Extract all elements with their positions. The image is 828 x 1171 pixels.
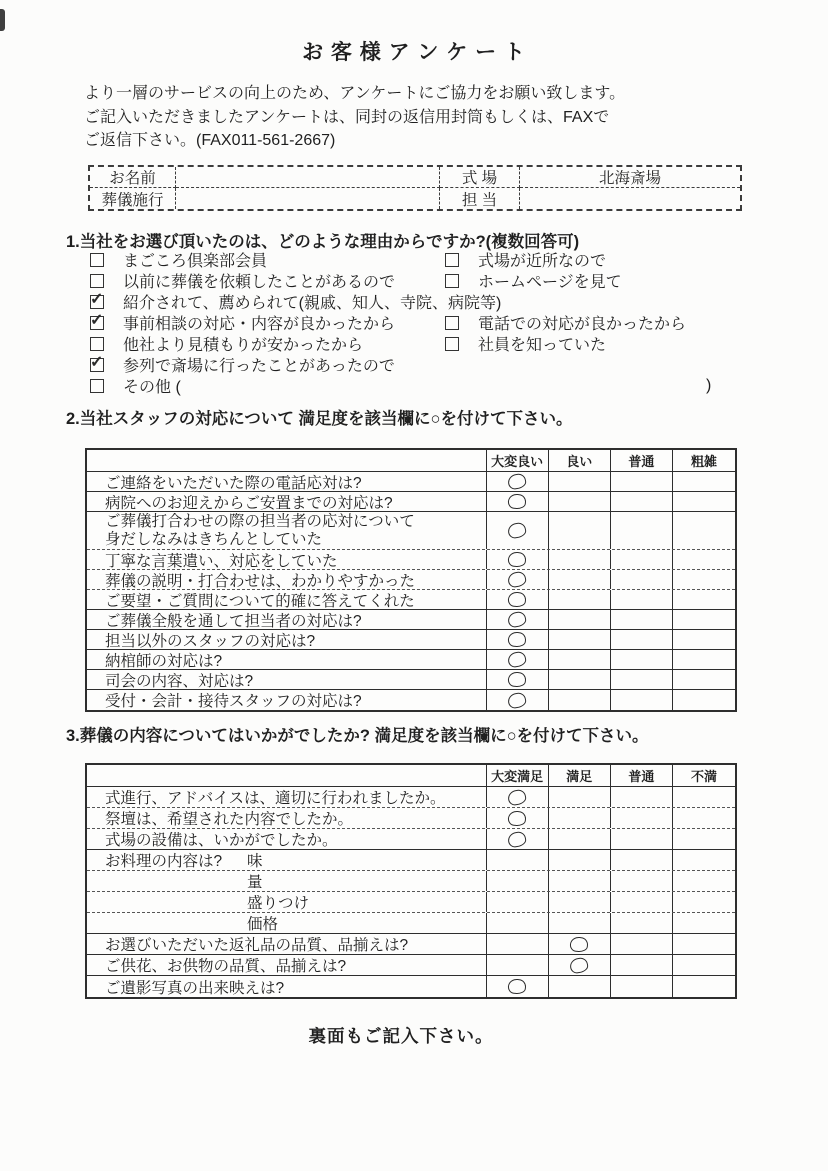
q3-col-header: 大変満足 (487, 765, 549, 786)
q1-option (90, 333, 363, 354)
answer-cell[interactable] (673, 955, 735, 975)
answer-cell[interactable] (611, 670, 673, 689)
q2-row (87, 650, 735, 670)
answer-cell[interactable] (673, 829, 735, 849)
answer-cell[interactable] (487, 850, 549, 870)
answer-cell[interactable] (611, 590, 673, 609)
satisfaction-circle-mark (507, 788, 527, 806)
answer-cell[interactable] (611, 976, 673, 997)
name-field[interactable] (176, 167, 440, 188)
q2-row (87, 610, 735, 630)
answer-cell[interactable] (673, 871, 735, 891)
answer-cell[interactable] (487, 570, 549, 589)
respondent-info-table (88, 165, 742, 211)
checkbox[interactable] (90, 358, 104, 372)
footer-note: 裏面もご記入下さい。 (308, 1026, 494, 1046)
q3-row-label (87, 850, 487, 870)
q2-row-label: 葬儀の説明・打合わせは、わかりやすかった (87, 570, 487, 589)
q3-col-header: 満足 (549, 765, 611, 786)
answer-cell[interactable] (549, 472, 611, 491)
option-label: 式場が近所なので (478, 253, 607, 270)
answer-cell[interactable] (487, 934, 549, 954)
answer-cell[interactable] (549, 934, 611, 954)
q3-header-row (87, 765, 735, 787)
q3-row-item: 味 (247, 853, 263, 870)
answer-cell[interactable] (549, 892, 611, 912)
q3-row (87, 913, 735, 934)
answer-cell[interactable] (611, 850, 673, 870)
q2-row-label: 司会の内容、対応は? (87, 670, 487, 689)
answer-cell[interactable] (487, 976, 549, 997)
answer-cell[interactable] (611, 512, 673, 549)
answer-cell[interactable] (487, 829, 549, 849)
funeral-content-table (85, 763, 737, 999)
satisfaction-circle-mark (507, 611, 527, 629)
answer-cell[interactable] (487, 550, 549, 569)
checkbox[interactable] (445, 274, 459, 288)
answer-cell[interactable] (611, 829, 673, 849)
answer-cell[interactable] (549, 871, 611, 891)
q1-heading: 1.当社をお選び頂いたのは、どのような理由からですか?(複数回答可) (66, 233, 580, 251)
answer-cell[interactable] (549, 570, 611, 589)
answer-cell[interactable] (673, 808, 735, 828)
service-field[interactable] (176, 188, 440, 209)
satisfaction-circle-mark (507, 810, 526, 827)
q3-row (87, 829, 735, 850)
q2-row (87, 472, 735, 492)
staff-label: 担 当 (440, 188, 520, 209)
venue-field[interactable]: 北海斎場 (520, 167, 740, 188)
q3-row-label (87, 913, 487, 933)
answer-cell[interactable] (611, 690, 673, 710)
answer-cell[interactable] (487, 670, 549, 689)
satisfaction-circle-mark (507, 651, 527, 669)
answer-cell[interactable] (487, 610, 549, 629)
checkbox[interactable] (90, 253, 104, 267)
option-label: まごころ倶楽部会員 (123, 253, 268, 270)
answer-cell[interactable] (611, 934, 673, 954)
q2-header-row (87, 450, 735, 472)
q1-option (90, 354, 395, 375)
satisfaction-circle-mark (569, 936, 588, 953)
q3-header-question-cell (87, 765, 487, 786)
q2-col-header: 粗雑 (690, 454, 717, 469)
checkbox[interactable] (445, 316, 459, 330)
q2-col-header: 大変良い (487, 450, 549, 471)
staff-satisfaction-table (85, 448, 737, 712)
satisfaction-circle-mark (507, 591, 526, 608)
satisfaction-circle-mark (507, 631, 526, 648)
q2-row-label-line2: 身だしなみはきちんとしていた (105, 530, 323, 548)
answer-cell[interactable] (549, 512, 611, 549)
venue-label: 式 場 (440, 167, 520, 188)
checkbox[interactable] (90, 337, 104, 351)
q2-row-label: 受付・会計・接待スタッフの対応は? (87, 690, 487, 710)
answer-cell[interactable] (487, 690, 549, 710)
answer-cell[interactable] (611, 492, 673, 511)
answer-cell[interactable] (673, 570, 735, 589)
intro-line: ご記入いただきましたアンケートは、同封の返信用封筒もしくは、FAXで (84, 108, 610, 126)
answer-cell[interactable] (611, 955, 673, 975)
answer-cell[interactable] (611, 892, 673, 912)
q1-option-row (88, 291, 748, 312)
satisfaction-circle-mark (507, 978, 526, 995)
answer-cell[interactable] (611, 913, 673, 933)
answer-cell[interactable] (487, 955, 549, 975)
q1-option-row (88, 354, 748, 375)
answer-cell[interactable] (673, 650, 735, 669)
q2-row (87, 690, 735, 710)
q2-row-label (87, 512, 487, 549)
answer-cell[interactable] (611, 871, 673, 891)
answer-cell[interactable] (549, 913, 611, 933)
q2-header-question-cell (87, 450, 487, 471)
scan-artifact (0, 9, 5, 31)
q3-row (87, 976, 735, 997)
answer-cell[interactable] (487, 913, 549, 933)
answer-cell[interactable] (673, 913, 735, 933)
answer-cell[interactable] (611, 630, 673, 649)
answer-cell[interactable] (611, 550, 673, 569)
answer-cell[interactable] (549, 690, 611, 710)
answer-cell[interactable] (487, 871, 549, 891)
answer-cell[interactable] (673, 934, 735, 954)
q1-option-row (88, 333, 748, 354)
answer-cell[interactable] (549, 670, 611, 689)
page-title: お 客 様 ア ン ケ ー ト (302, 41, 526, 64)
answer-cell[interactable] (549, 955, 611, 975)
answer-cell[interactable] (673, 892, 735, 912)
q2-row (87, 550, 735, 570)
other-close-paren: ) (706, 377, 712, 394)
q1-option (90, 312, 395, 333)
answer-cell[interactable] (673, 787, 735, 807)
answer-cell[interactable] (673, 472, 735, 491)
q2-row-label-line1: ご葬儀打合わせの際の担当者の応対について (105, 512, 415, 530)
q3-row-label: 祭壇は、希望された内容でしたか。 (87, 808, 487, 828)
answer-cell[interactable] (673, 512, 735, 549)
q2-row-label: 納棺師の対応は? (87, 650, 487, 669)
answer-cell[interactable] (611, 472, 673, 491)
answer-cell[interactable] (673, 590, 735, 609)
answer-cell[interactable] (549, 808, 611, 828)
option-label: 事前相談の対応・内容が良かったから (123, 316, 396, 333)
satisfaction-circle-mark (569, 956, 589, 974)
answer-cell[interactable] (487, 630, 549, 649)
checkbox[interactable] (90, 295, 104, 309)
q3-row (87, 892, 735, 913)
option-label: 電話での対応が良かったから (478, 316, 687, 333)
q3-row-item: 盛りつけ (247, 895, 310, 912)
intro-line: より一層のサービスの向上のため、アンケートにご協力をお願い致します。 (84, 85, 626, 102)
q1-option (445, 249, 606, 270)
q1-option (445, 270, 622, 291)
q3-row-prefix: お料理の内容は? (105, 853, 223, 870)
checkbox[interactable] (90, 379, 104, 393)
answer-cell[interactable] (487, 808, 549, 828)
satisfaction-circle-mark (507, 830, 527, 848)
q3-row (87, 871, 735, 892)
q1-option-row (88, 312, 748, 333)
q2-row (87, 630, 735, 650)
q1-option-row (88, 249, 748, 270)
q2-row (87, 512, 735, 550)
q2-row (87, 570, 735, 590)
q3-row-label (87, 871, 487, 891)
q3-row-item: 量 (247, 874, 263, 891)
answer-cell[interactable] (487, 650, 549, 669)
q3-heading: 3.葬儀の内容についてはいかがでしたか? 満足度を該当欄に○を付けて下さい。 (66, 727, 649, 745)
name-label: お名前 (90, 167, 176, 188)
q3-row (87, 808, 735, 829)
answer-cell[interactable] (673, 492, 735, 511)
satisfaction-circle-mark (507, 691, 527, 709)
answer-cell[interactable] (611, 610, 673, 629)
q2-row-label: ご葬儀全般を通して担当者の対応は? (87, 610, 487, 629)
q2-row (87, 492, 735, 512)
q2-heading: 2.当社スタッフの対応について 満足度を該当欄に○を付けて下さい。 (66, 410, 573, 428)
answer-cell[interactable] (673, 550, 735, 569)
q1-option (90, 291, 501, 312)
q2-row-label: 担当以外のスタッフの対応は? (87, 630, 487, 649)
answer-cell[interactable] (487, 512, 549, 549)
answer-cell[interactable] (549, 829, 611, 849)
answer-cell[interactable] (487, 787, 549, 807)
q2-row-label: ご要望・ご質問について的確に答えてくれた (87, 590, 487, 609)
q3-row (87, 787, 735, 808)
answer-cell[interactable] (549, 976, 611, 997)
q2-row (87, 590, 735, 610)
answer-cell[interactable] (487, 892, 549, 912)
q2-row-label: ご連絡をいただいた際の電話応対は? (87, 472, 487, 491)
answer-cell[interactable] (549, 492, 611, 511)
satisfaction-circle-mark (507, 473, 527, 491)
service-label: 葬儀施行 (90, 188, 176, 209)
satisfaction-circle-mark (507, 671, 526, 688)
answer-cell[interactable] (549, 550, 611, 569)
q2-row (87, 670, 735, 690)
q1-option-other (90, 375, 181, 396)
answer-cell[interactable] (673, 670, 735, 689)
satisfaction-circle-mark (507, 493, 526, 510)
q3-row (87, 955, 735, 976)
q2-col-header: 普通 (611, 450, 673, 471)
answer-cell[interactable] (611, 650, 673, 669)
q3-row-label: 式進行、アドバイスは、適切に行われましたか。 (87, 787, 487, 807)
checkbox[interactable] (445, 253, 459, 267)
option-label: 他社より見積もりが安かったから (123, 337, 364, 354)
q1-option (90, 249, 267, 270)
answer-cell[interactable] (487, 472, 549, 491)
q2-row-label: 病院へのお迎えからご安置までの対応は? (87, 492, 487, 511)
answer-cell[interactable] (549, 590, 611, 609)
q1-options (88, 249, 748, 396)
answer-cell[interactable] (487, 590, 549, 609)
q1-option (90, 270, 395, 291)
q3-row (87, 934, 735, 955)
intro-line-fax: ご返信下さい。(FAX011-561-2667) (84, 132, 336, 149)
q3-row-label (87, 892, 487, 912)
q3-row-label: ご遺影写真の出来映えは? (87, 976, 487, 997)
q3-row-label: お選びいただいた返礼品の品質、品揃えは? (87, 934, 487, 954)
answer-cell[interactable] (673, 976, 735, 997)
answer-cell[interactable] (549, 850, 611, 870)
intro-text (84, 82, 788, 153)
satisfaction-circle-mark (507, 551, 526, 568)
option-label: ホームページを見て (478, 274, 622, 291)
answer-cell[interactable] (611, 808, 673, 828)
answer-cell[interactable] (673, 850, 735, 870)
answer-cell[interactable] (549, 610, 611, 629)
option-label: 以前に葬儀を依頼したことがあるので (123, 274, 396, 291)
answer-cell[interactable] (549, 630, 611, 649)
q2-row-label: 丁寧な言葉遣い、対応をしていた (87, 550, 487, 569)
q2-col-header: 良い (549, 450, 611, 471)
option-label: 社員を知っていた (478, 337, 607, 354)
q3-row-label: ご供花、お供物の品質、品揃えは? (87, 955, 487, 975)
satisfaction-circle-mark (507, 571, 527, 589)
q3-row-item: 価格 (247, 916, 279, 933)
option-label: 紹介されて、薦められて(親戚、知人、寺院、病院等) (123, 295, 502, 312)
checkbox[interactable] (445, 337, 459, 351)
satisfaction-circle-mark (507, 522, 527, 540)
q3-col-header: 普通 (611, 765, 673, 786)
q1-option-row-other (88, 375, 748, 396)
q3-col-header: 不満 (690, 769, 717, 784)
answer-cell[interactable] (611, 787, 673, 807)
option-label: その他 ( (123, 379, 181, 396)
other-reason-input[interactable] (298, 375, 698, 396)
q1-option (445, 312, 686, 333)
checkbox[interactable] (90, 316, 104, 330)
answer-cell[interactable] (673, 630, 735, 649)
answer-cell[interactable] (673, 690, 735, 710)
answer-cell[interactable] (673, 610, 735, 629)
q3-row-label: 式場の設備は、いかがでしたか。 (87, 829, 487, 849)
answer-cell[interactable] (549, 650, 611, 669)
answer-cell[interactable] (487, 492, 549, 511)
q1-option (445, 333, 606, 354)
answer-cell[interactable] (611, 570, 673, 589)
checkbox[interactable] (90, 274, 104, 288)
q1-option-row (88, 270, 748, 291)
answer-cell[interactable] (549, 787, 611, 807)
q3-row (87, 850, 735, 871)
option-label: 参列で斎場に行ったことがあったので (123, 358, 395, 375)
staff-field[interactable] (520, 188, 740, 209)
